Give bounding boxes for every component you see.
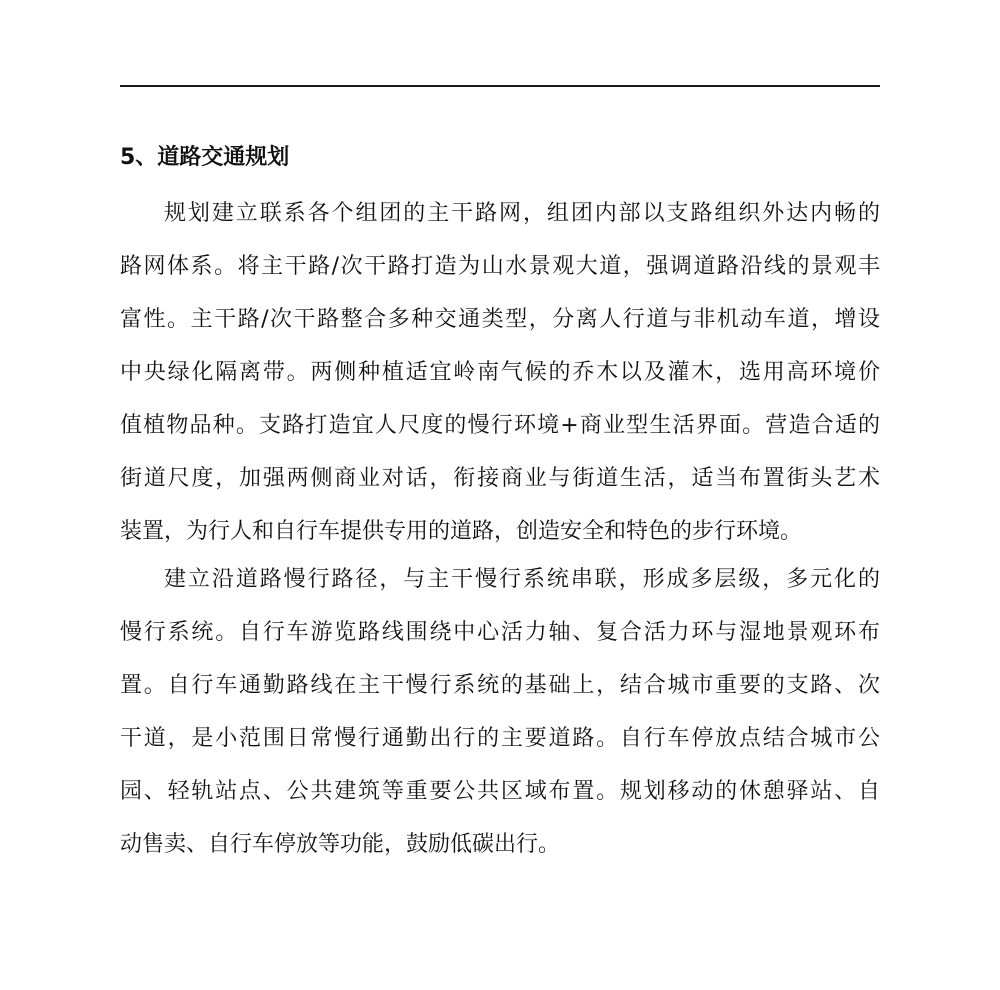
paragraph-line: 动售卖、自行车停放等功能，鼓励低碳出行。 xyxy=(120,832,561,857)
paragraph-line: 街道尺度，加强两侧商业对话，衔接商业与街道生活，适当布置街头艺术 xyxy=(120,466,880,491)
paragraph-line: 置。自行车通勤路线在主干慢行系统的基础上，结合城市重要的支路、次 xyxy=(120,673,880,698)
paragraph-line: 慢行系统。自行车游览路线围绕中心活力轴、复合活力环与湿地景观环布 xyxy=(120,620,880,645)
paragraph-line: 路网体系。将主干路/次干路打造为山水景观大道，强调道路沿线的景观丰 xyxy=(120,254,880,279)
paragraph-slow-traffic xyxy=(120,553,880,871)
paragraph-line: 干道，是小范围日常慢行通勤出行的主要道路。自行车停放点结合城市公 xyxy=(120,726,880,751)
section-heading: 5、道路交通规划 xyxy=(120,145,290,170)
paragraph-line: 值植物品种。支路打造宜人尺度的慢行环境+商业型生活界面。营造合适的 xyxy=(120,413,880,438)
paragraph-line: 富性。主干路/次干路整合多种交通类型，分离人行道与非机动车道，增设 xyxy=(120,307,880,332)
paragraph-line: 规划建立联系各个组团的主干路网，组团内部以支路组织外达内畅的 xyxy=(164,201,880,226)
paragraph-line: 中央绿化隔离带。两侧种植适宜岭南气候的乔木以及灌木，选用高环境价 xyxy=(120,360,880,385)
paragraph-road-network xyxy=(120,187,880,558)
paragraph-line: 装置，为行人和自行车提供专用的道路，创造安全和特色的步行环境。 xyxy=(120,519,803,544)
header-rule xyxy=(120,85,880,87)
paragraph-line: 建立沿道路慢行路径，与主干慢行系统串联，形成多层级，多元化的 xyxy=(164,567,880,592)
paragraph-line: 园、轻轨站点、公共建筑等重要公共区域布置。规划移动的休憩驿站、自 xyxy=(120,779,880,804)
